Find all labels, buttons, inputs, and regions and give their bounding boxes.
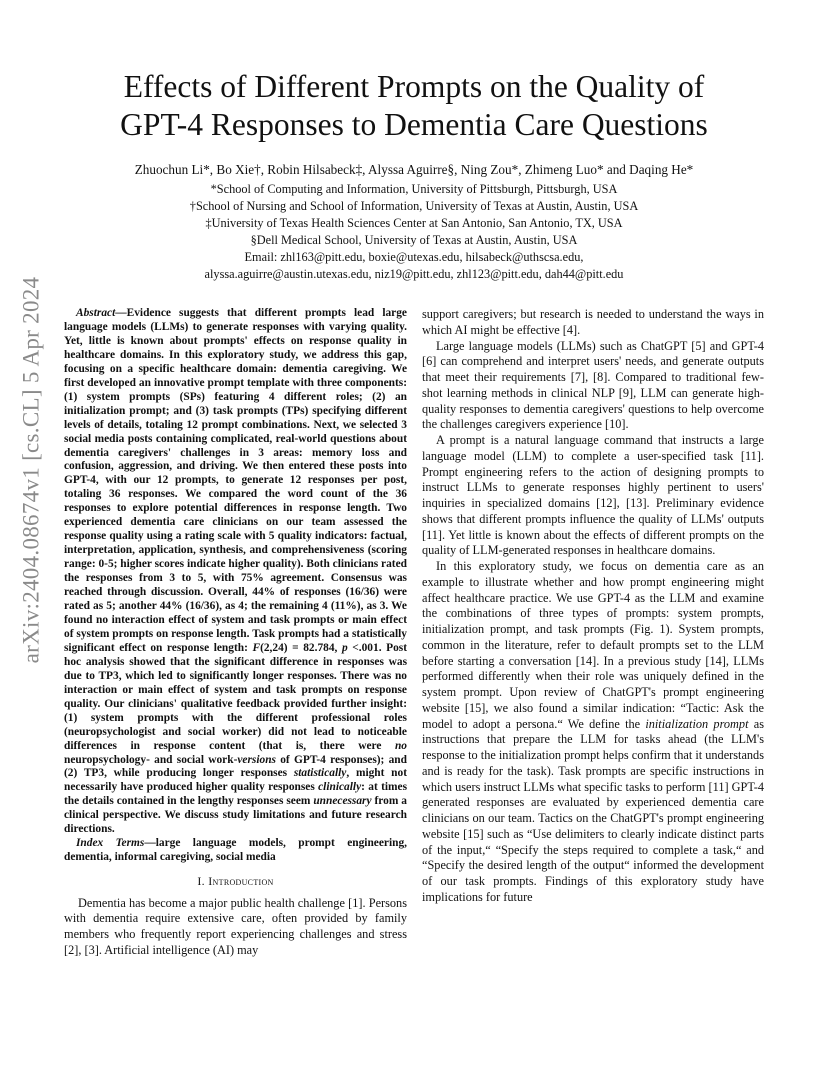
section-heading-introduction: I. Introduction [197, 874, 274, 889]
intro-paragraph-4 [422, 559, 764, 906]
index-terms-text: —large language models, prompt engineering, dementia, informal caregiving, social media [64, 837, 407, 864]
right-column [422, 307, 764, 906]
intro-paragraph-3: A prompt is a natural language command that instructs a large language model (LLM) to complete a user-specified task [11]. Prompt engineering refers to the action of designing prompts to instruct LLMs to generate responses highly pertinent to users' inquiries in specialized domains [12], [13]. Preliminary evidence shows that different prompts influence the quality of LLMs' outputs [11]. Yet little is known about the effects of different prompts on the quality of LLM-generated responses in healthcare domains. [422, 433, 764, 558]
abstract-text-2: (2,24) = 82.784, [260, 641, 342, 654]
title-line-1: Effects of Different Prompts on the Quality of [123, 69, 705, 104]
index-terms [64, 837, 407, 865]
title-line-2: GPT-4 Responses to Dementia Care Questions [120, 107, 708, 142]
affiliation-3: ‡University of Texas Health Sciences Center at San Antonio, San Antonio, TX, USA [205, 216, 623, 230]
abstract-em-no: no [394, 739, 407, 752]
abstract-text-1: —Evidence suggests that different prompts lead large language models (LLMs) to generate responses with varying quality. Yet, little is known about prompts' effects on response quality in healthcare domains. In this exploratory study, we address this gap, focusing on a specific healthcare domain: dementia caregiving. We first developed an innovative prompt template with three components: (1) system prompts (SPs) featuring 4 different roles; (2) an initialization prompt; and (3) task prompts (TPs) specifying different levels of details, totaling 12 prompt combinations. Next, we selected 3 social media posts containing complicated, real-world questions about dementia caregivers' challenges in 3 areas: memory loss and confusion, aggression, and driving. We then entered these posts into GPT-4, with our 12 prompts, to generate 12 responses per post, totaling 36 responses. We compared the word count of the 36 responses to explore potential differences in response length. Two experienced dementia care clinicians on our team assessed the response quality using a rating scale with 5 quality indicators: factual, interpretation, application, synthesis, and comprehensiveness (scoring range: 0-5; higher scores indicate higher quality). Both clinicians rated the responses from 3 to 5, with 75% agreement. Consensus was reached through discussion. Overall, 44% of responses (16/36) were rated as 5; another 44% (16/36), as 4; the remaining 4 (11%), as 3. We found no interaction effect of system and task prompts or main effect of system prompts on response length. Task prompts had a statistically significant effect on response length: [64, 307, 407, 654]
arxiv-identifier-stamp [8, 245, 54, 695]
abstract-em-versions: versions [237, 753, 276, 766]
affiliation-1: *School of Computing and Information, University of Pittsburgh, Pittsburgh, USA [210, 182, 618, 196]
abstract-lead: Abstract [76, 307, 116, 319]
author-list: Zhuochun Li*, Bo Xie†, Robin Hilsabeck‡, Alyssa Aguirre§, Ning Zou*, Zhimeng Luo* and Daqing He* [134, 162, 694, 177]
left-column [64, 307, 407, 958]
intro-paragraph-1-continued: support caregivers; but research is needed to understand the ways in which AI might be effective [4]. [422, 307, 764, 337]
index-terms-lead: Index Terms [76, 837, 145, 850]
abstract-em-unnecessary: unnecessary [313, 795, 372, 808]
abstract [64, 307, 407, 837]
intro-paragraph-2: Large language models (LLMs) such as ChatGPT [5] and GPT-4 [6] can comprehend and interpret users' needs, and generate outputs that meet their requirements [7], [8]. Compared to traditional few-shot learning methods in clinical NLP [9], LLM can generate high-quality responses to dementia caregivers' questions to help overcome the challenges caregivers experience [10]. [422, 338, 764, 432]
paper-title [60, 68, 768, 144]
intro-paragraph-4-text-b: as instructions that prepare the LLM for tasks ahead (the LLM's response to the initialization prompt helps confirm that it understands and is ready for the task). Task prompts are specific instructions in which users instruct LLMs what specific tasks to perform [11] GPT-4 generated responses are evaluated by experienced dementia care clinicians on our team. Tactics on the ChatGPT's prompt engineering website [15] such as “Use delimiters to clearly indicate distinct parts of the input,“ “Specify the steps required to complete a task,“ and “Specify the desired length of the output“ informed the development of our task prompts. Findings of this exploratory study have implications for future [422, 716, 764, 904]
abstract-text-3: <.001. Post hoc analysis showed that the significant difference in responses was due to TP3, which led to significantly longer responses. There was no interaction or main effect of system and task prompts on response quality. Our clinicians' qualitative feedback provided further insight: (1) system prompts with the different professional roles (neuropsychologist and social worker) did not lead to noticeable differences in response content (that is, there were [64, 641, 407, 752]
abstract-stat-p: p [341, 641, 348, 654]
abstract-text-4: neuropsychology- and social work- [64, 753, 238, 766]
intro-paragraph-4-text-a: In this exploratory study, we focus on dementia care as an example to illustrate whether and how prompt engineering might affect healthcare practice. We use GPT-4 as the LLM and examine the combinations of three types of prompts: system prompts, initialization prompt, and task prompts (Fig. 1). System prompts, common in the literature, refer to default prompts set to the LLM before starting a conversation [14]. In a previous study [14], LLMs performed differently when their role was uniquely defined in the system prompt. Upon review of ChatGPT's prompt engineering website [15], we also found a similar indication: “Tactic: Ask the model to adopt a persona.“ We define the [422, 559, 764, 731]
abstract-em-clinically: clinically [318, 781, 362, 794]
affiliation-2: †School of Nursing and School of Information, University of Texas at Austin, Austin, USA [189, 199, 639, 213]
email-line-1: Email: zhl163@pitt.edu, boxie@utexas.edu, hilsabeck@uthscsa.edu, [244, 250, 584, 264]
abstract-text-7: : at times the details contained in the lengthy responses seem [64, 781, 408, 808]
abstract-text-8: from a clinical perspective. We discuss study limitations and future research directions. [64, 795, 407, 836]
abstract-text-5: of GPT-4 responses); and (2) TP3, while producing longer responses [64, 753, 407, 780]
email-line-2: alyssa.aguirre@austin.utexas.edu, niz19@pitt.edu, zhl123@pitt.edu, dah44@pitt.edu [204, 267, 624, 281]
abstract-em-statistically: statistically [293, 767, 347, 780]
affiliation-4: §Dell Medical School, University of Texas at Austin, Austin, USA [250, 233, 578, 247]
intro-paragraph-4-emphasis: initialization prompt [645, 716, 749, 731]
abstract-stat-f: F [252, 641, 261, 654]
abstract-text-6: , might not necessarily have produced higher quality responses [64, 767, 407, 794]
intro-paragraph-1: Dementia has become a major public health challenge [1]. Persons with dementia require extensive care, often provided by family members who frequently report experiencing challenges and stress [2], [3]. Artificial intelligence (AI) may [64, 895, 407, 957]
arxiv-identifier-text: arXiv:2404.08674v1 [cs.CL] 5 Apr 2024 [18, 276, 44, 664]
